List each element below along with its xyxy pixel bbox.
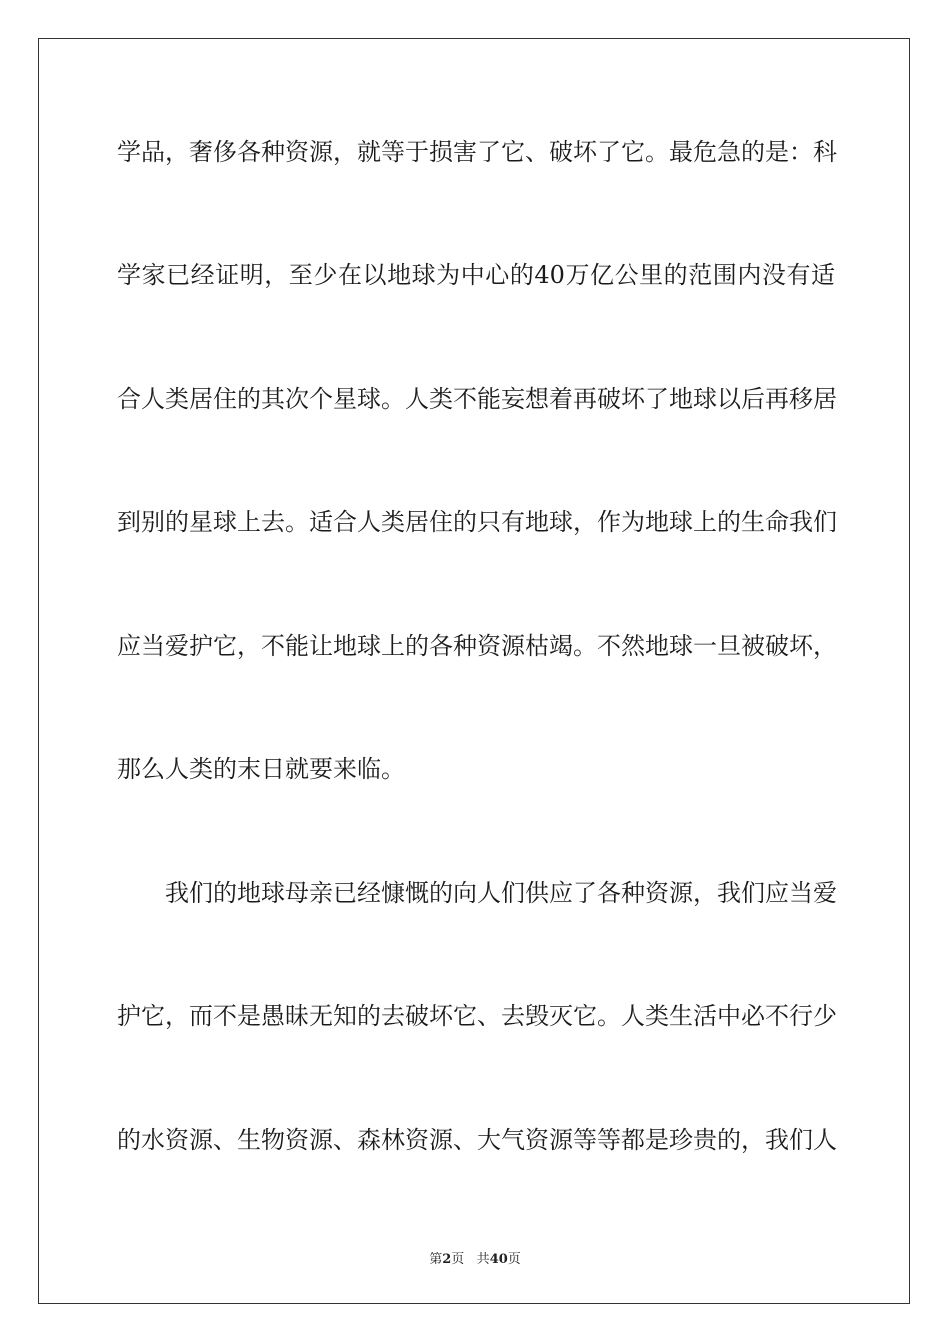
text-line-4: 到别的星球上去。适合人类居住的只有地球，作为地球上的生命我们 [117, 508, 837, 536]
page-number: 2 [442, 1252, 452, 1267]
total-suffix: 页 [507, 1252, 521, 1267]
text-line-5: 应当爱护它，不能让地球上的各种资源枯竭。不然地球一旦被破坏， [117, 632, 837, 660]
text-line-3: 合人类居住的其次个星球。人类不能妄想着再破坏了地球以后再移居 [117, 385, 837, 413]
total-prefix: 共 [476, 1252, 490, 1267]
total-pages: 40 [489, 1252, 508, 1267]
text-line-7-indented: 我们的地球母亲已经慷慨的向人们供应了各种资源，我们应当爱 [165, 879, 837, 907]
page-prefix: 第 [429, 1252, 443, 1267]
page-border [38, 38, 910, 1304]
text-line-6: 那么人类的末日就要来临。 [117, 755, 405, 783]
text-line-8: 护它，而不是愚昧无知的去破坏它、去毁灭它。人类生活中必不行少 [117, 1002, 837, 1030]
page-footer [0, 1248, 950, 1267]
page-suffix: 页 [451, 1252, 465, 1267]
text-line-1: 学品，奢侈各种资源，就等于损害了它、破坏了它。最危急的是：科 [117, 138, 837, 166]
text-line-2: 学家已经证明，至少在以地球为中心的40万亿公里的范围内没有适 [117, 261, 835, 289]
text-line-9: 的水资源、生物资源、森林资源、大气资源等等都是珍贵的，我们人 [117, 1126, 837, 1154]
